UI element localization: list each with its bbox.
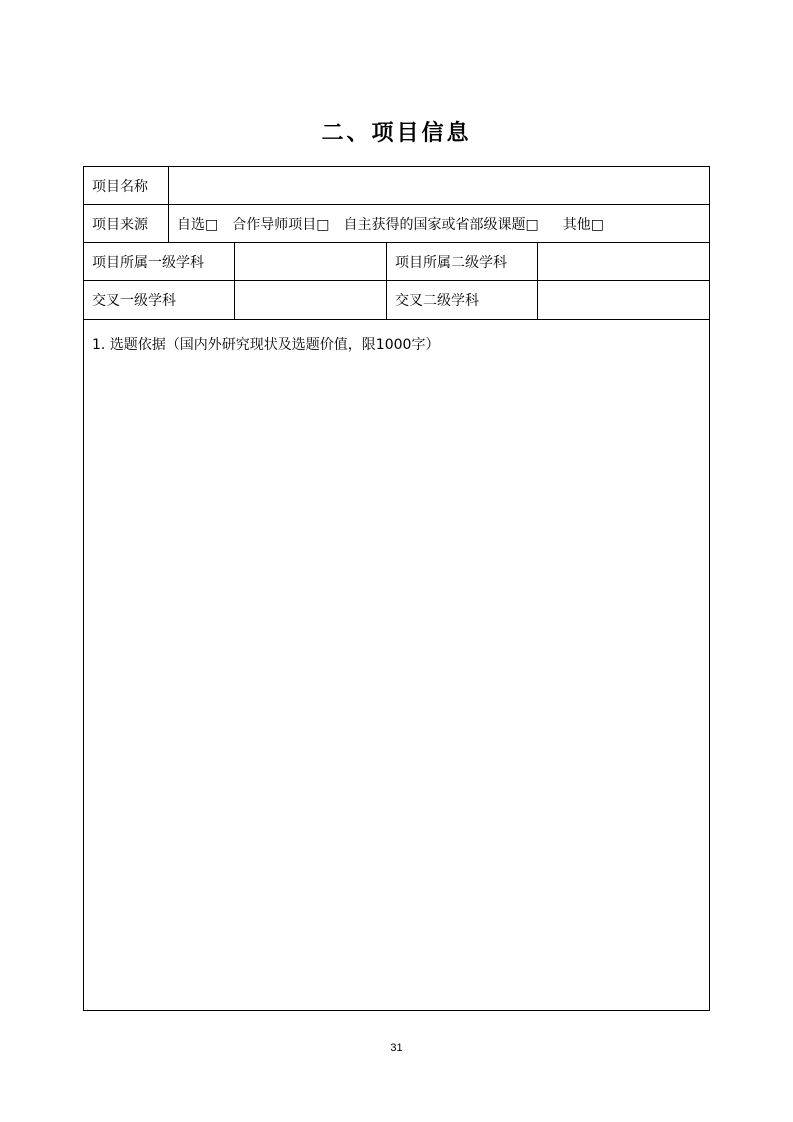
- project-name-field[interactable]: [168, 167, 709, 204]
- cross-primary-label: 交叉一级学科: [92, 293, 176, 309]
- source-option-national-provincial[interactable]: 自主获得的国家或省部级课题□: [343, 216, 539, 233]
- project-source-label: 项目来源: [92, 216, 148, 233]
- source-option-advisor-project[interactable]: 合作导师项目□: [232, 216, 330, 233]
- section-title: 选题依据: [109, 337, 166, 353]
- page-title: 二、项目信息: [321, 121, 472, 146]
- secondary-discipline-label: 项目所属二级学科: [386, 243, 537, 280]
- project-source-options: [168, 205, 709, 242]
- cross-secondary-label: 交叉二级学科: [386, 281, 537, 319]
- primary-discipline-label: 项目所属一级学科: [92, 254, 204, 271]
- page-number: 31: [390, 1042, 403, 1054]
- section-topic-basis-content[interactable]: [92, 360, 701, 1002]
- section-topic-basis-heading: [92, 334, 439, 354]
- row-project-name: [84, 167, 709, 205]
- project-name-label: 项目名称: [92, 178, 148, 195]
- row-cross-disciplines: [84, 281, 709, 320]
- section-hint: （国内外研究现状及选题价值，限1000字）: [165, 337, 440, 353]
- row-project-source: [84, 205, 709, 243]
- section-topic-basis[interactable]: [84, 320, 709, 1010]
- source-option-self-selected[interactable]: 自选□: [177, 216, 219, 233]
- secondary-discipline-field[interactable]: [537, 243, 709, 280]
- project-info-form: [83, 166, 710, 1011]
- row-disciplines: [84, 243, 709, 281]
- source-option-other[interactable]: 其他□: [562, 216, 604, 233]
- primary-discipline-field[interactable]: [234, 243, 386, 280]
- cross-secondary-field[interactable]: [537, 281, 709, 319]
- cross-primary-field[interactable]: [234, 281, 386, 319]
- section-number: 1.: [92, 337, 106, 353]
